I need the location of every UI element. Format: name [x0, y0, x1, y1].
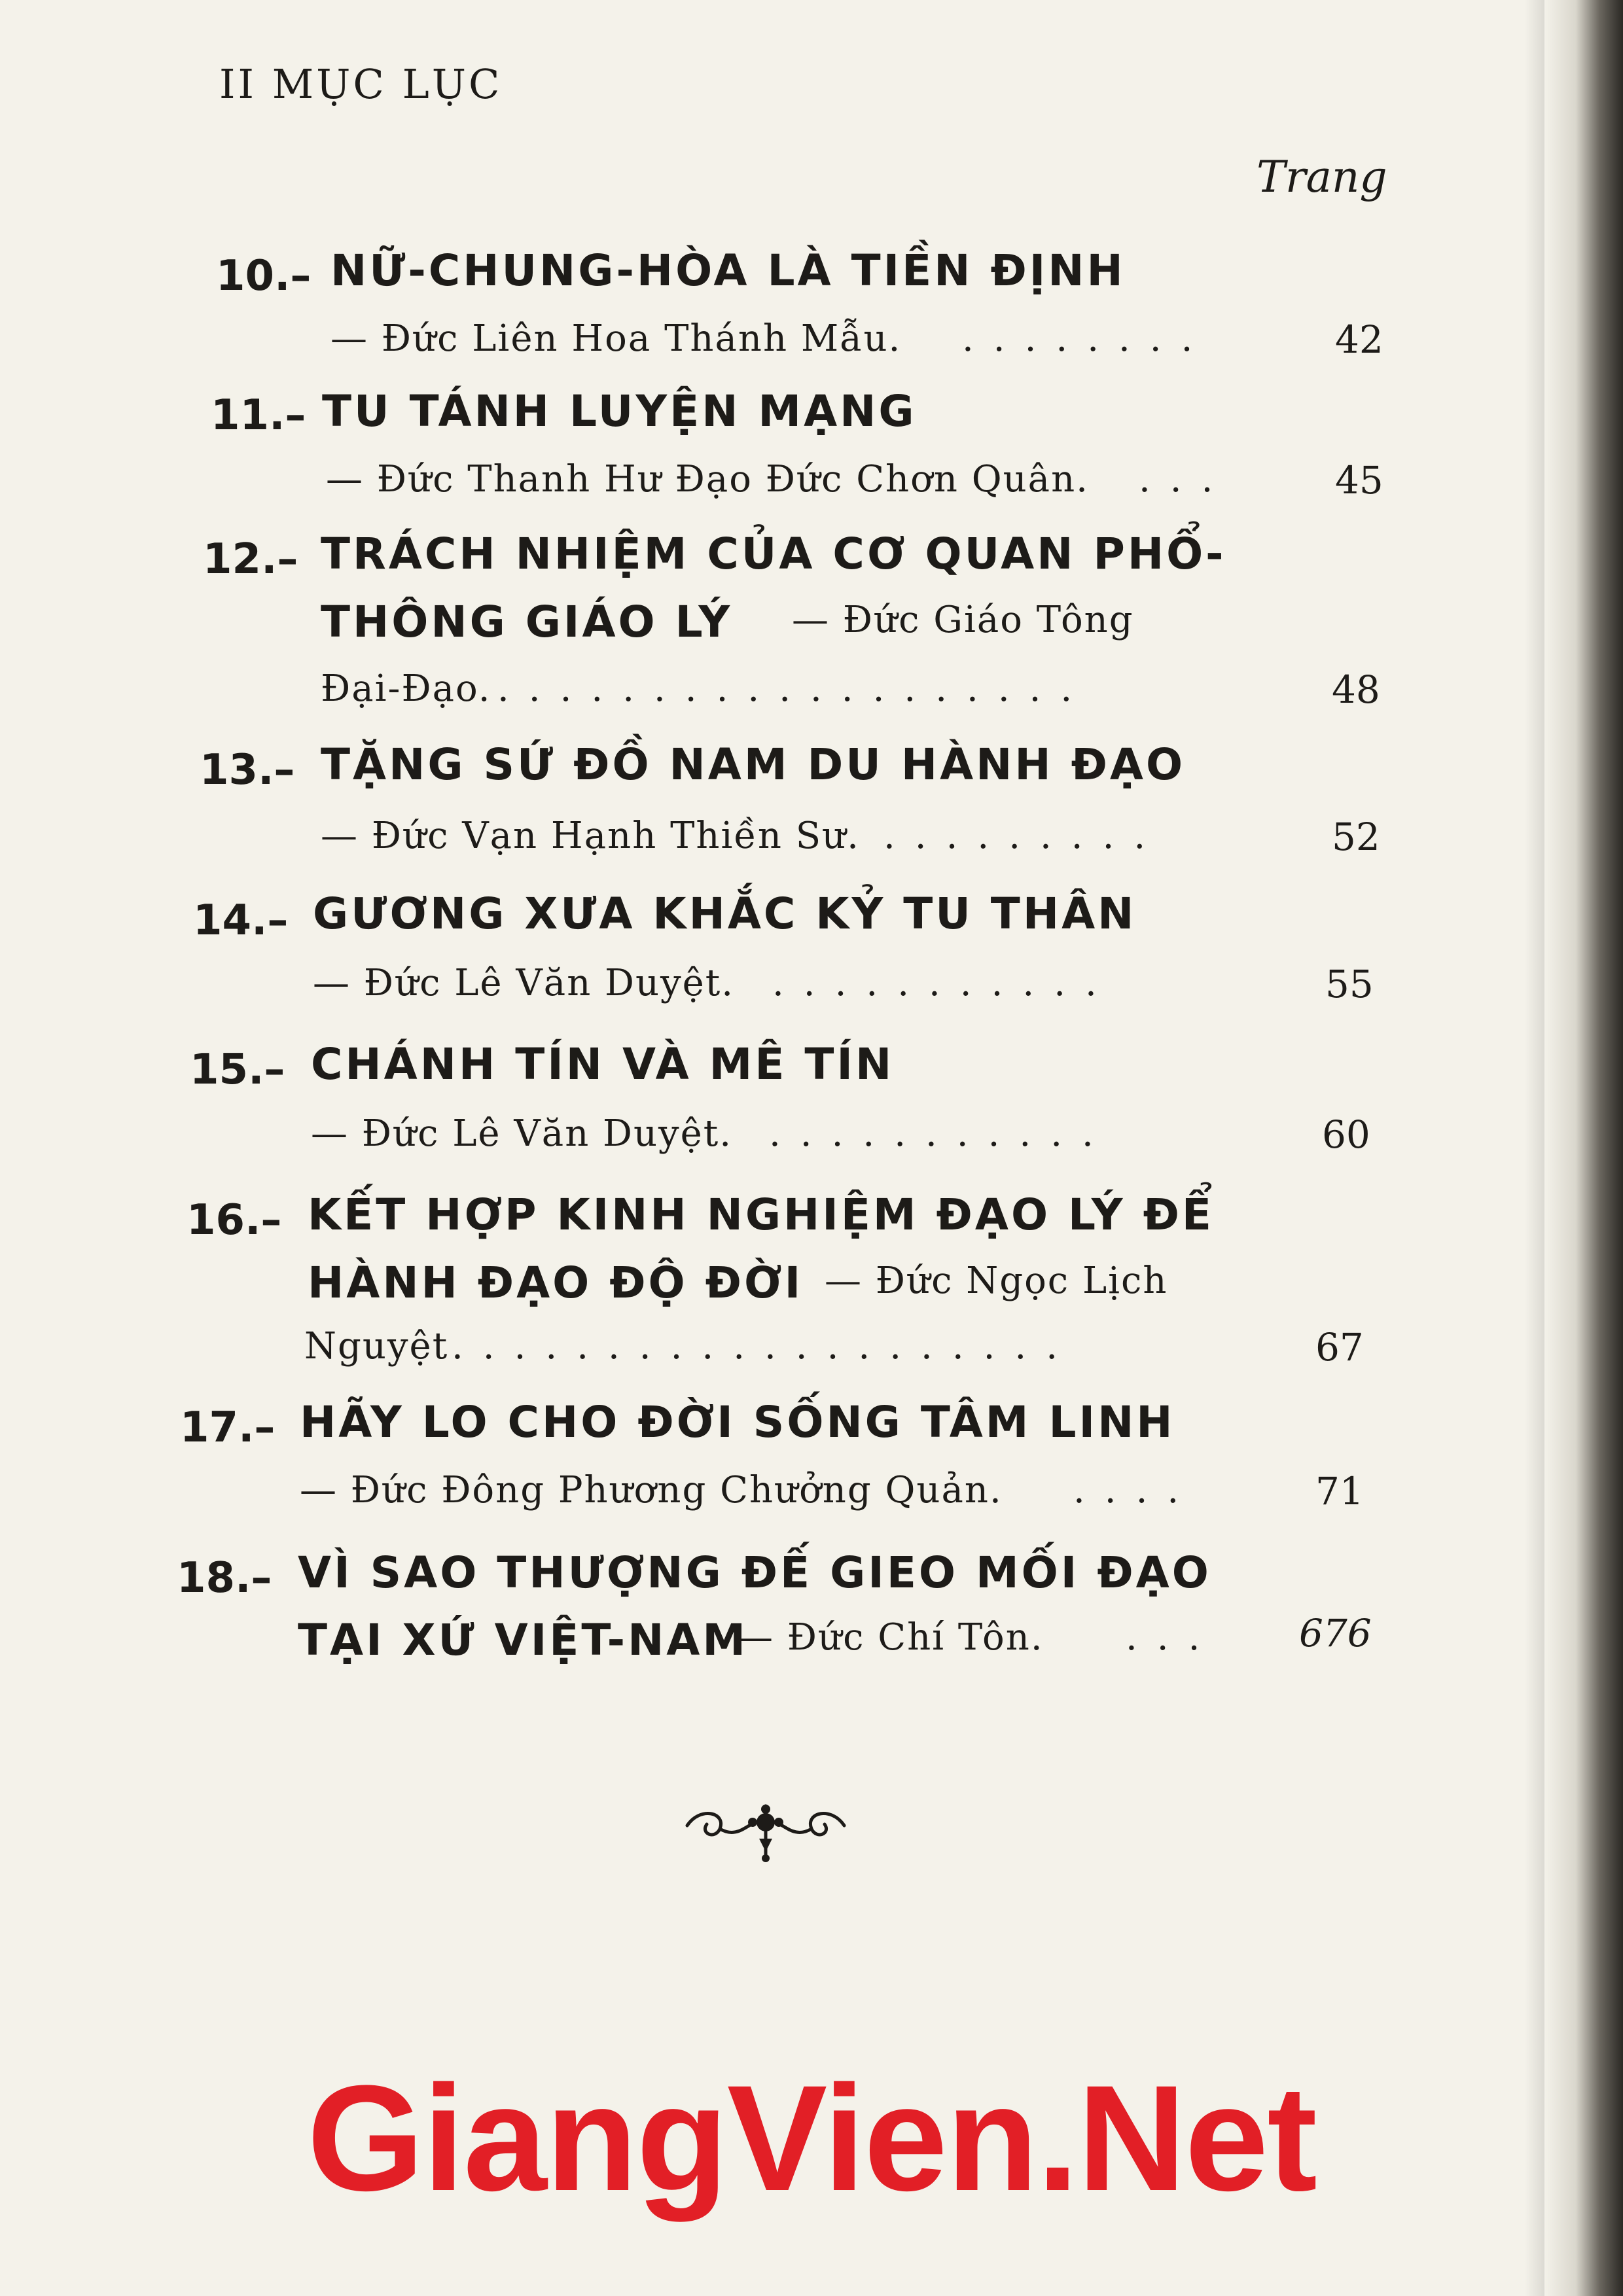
entry-page: 71 [1315, 1469, 1364, 1513]
dot-leader: ... [1139, 458, 1233, 501]
entry-author: — Đức Lê Văn Duyệt. [311, 1112, 733, 1155]
entry-author: — Đức Đông Phương Chưởng Quản. [300, 1469, 1003, 1511]
entry-title: TẶNG SỨ ĐỒ NAM DU HÀNH ĐẠO [321, 739, 1186, 790]
entry-title-continued: THÔNG GIÁO LÝ [321, 597, 733, 647]
entry-number: 15.– [190, 1046, 285, 1094]
entry-title-continued: HÀNH ĐẠO ĐỘ ĐỜI [308, 1258, 804, 1308]
entry-page: 52 [1332, 815, 1380, 859]
entry-title: VÌ SAO THƯỢNG ĐẾ GIEO MỐI ĐẠO [298, 1547, 1211, 1598]
entry-author: — Đức Giáo Tông [792, 599, 1134, 641]
entry-page: 676 [1299, 1611, 1372, 1655]
dot-leader: .................... [452, 1325, 1078, 1368]
entry-author-continued: Nguyệt [304, 1325, 449, 1368]
entry-author: — Đức Ngọc Lịch [825, 1260, 1168, 1302]
entry-author: — Đức Lê Văn Duyệt. [313, 962, 735, 1004]
entry-title: KẾT HỢP KINH NGHIỆM ĐẠO LÝ ĐỂ [308, 1190, 1214, 1240]
entry-title: GƯƠNG XƯA KHẮC KỶ TU THÂN [313, 889, 1137, 939]
entry-page: 67 [1315, 1325, 1364, 1369]
dot-leader: ........... [769, 1112, 1113, 1155]
entry-title: CHÁNH TÍN VÀ MÊ TÍN [311, 1039, 895, 1089]
entry-title: NỮ-CHUNG-HÒA LÀ TIỀN ĐỊNH [330, 245, 1126, 296]
entry-page: 60 [1322, 1112, 1370, 1157]
entry-title-continued: TẠI XỨ VIỆT-NAM [298, 1615, 749, 1665]
dot-leader: ................... [497, 667, 1092, 710]
entry-author-continued: Đại-Đạo. [321, 667, 491, 710]
entry-number: 17.– [180, 1404, 276, 1452]
entry-author: — Đức Vạn Hạnh Thiền Sư. [321, 815, 860, 857]
entry-number: 16.– [187, 1196, 282, 1245]
book-spine-edge [1544, 0, 1623, 2296]
decorative-ornament [674, 1793, 857, 1865]
page-column-label: Trang [1257, 152, 1387, 202]
dot-leader: ........... [772, 962, 1116, 1004]
entry-page: 55 [1325, 962, 1374, 1006]
page-gutter-shade [1525, 0, 1544, 2296]
dot-leader: .... [1073, 1469, 1199, 1511]
entry-author: — Đức Chí Tôn. [736, 1616, 1044, 1659]
entry-title: TRÁCH NHIỆM CỦA CƠ QUAN PHỔ- [321, 529, 1226, 579]
entry-page: 45 [1335, 458, 1383, 503]
entry-number: 14.– [193, 896, 289, 945]
entry-author: — Đức Thanh Hư Đạo Đức Chơn Quân. [326, 458, 1089, 501]
watermark-logo: GiangVien.Net [307, 2054, 1316, 2222]
dot-leader: ........ [962, 317, 1213, 360]
entry-number: 12.– [203, 535, 298, 584]
entry-page: 48 [1332, 667, 1380, 712]
dot-leader: ... [1126, 1616, 1220, 1659]
entry-author: — Đức Liên Hoa Thánh Mẫu. [330, 317, 902, 360]
entry-number: 10.– [216, 252, 312, 300]
entry-number: 13.– [200, 746, 295, 794]
entry-number: 18.– [177, 1554, 272, 1602]
entry-title: TU TÁNH LUYỆN MẠNG [322, 386, 917, 436]
entry-page: 42 [1335, 317, 1383, 362]
entry-title: HÃY LO CHO ĐỜI SỐNG TÂM LINH [300, 1397, 1175, 1447]
page-header: II MỤC LỤC [219, 60, 503, 108]
entry-number: 11.– [211, 391, 306, 440]
dot-leader: ......... [883, 815, 1166, 857]
